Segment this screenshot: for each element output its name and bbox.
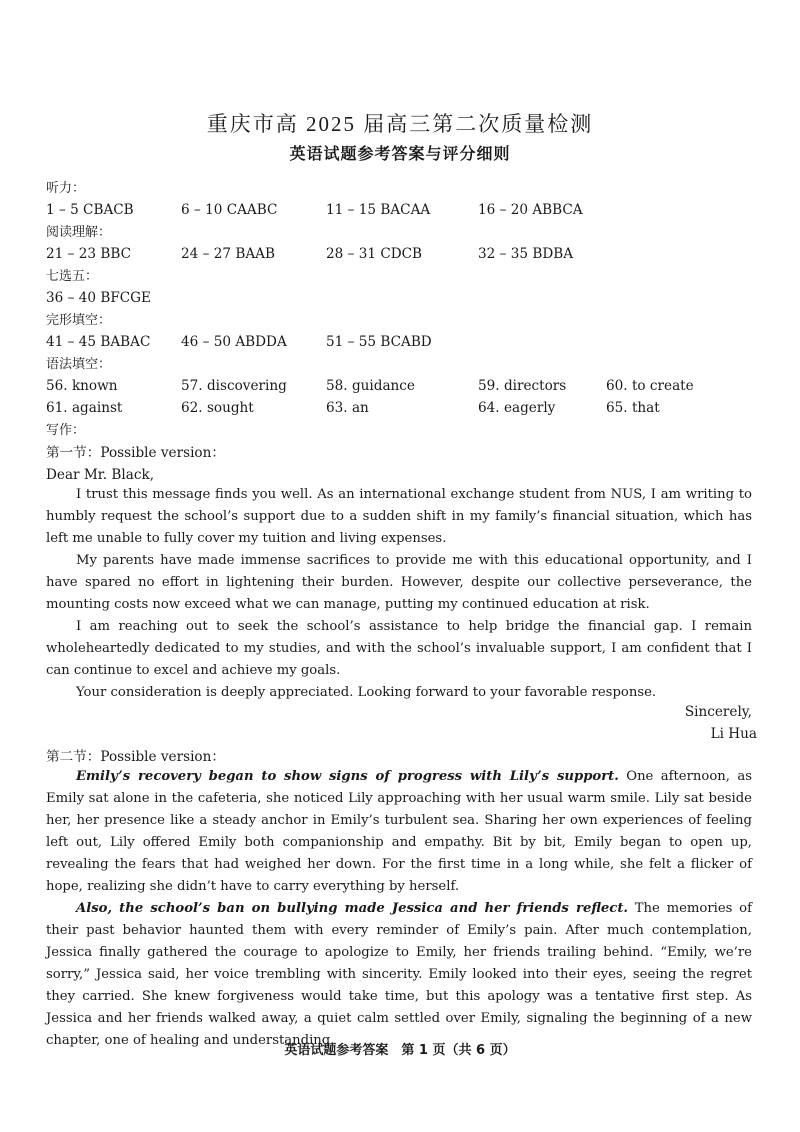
answer-item: 65. that bbox=[606, 400, 660, 416]
answer-item: 59. directors bbox=[478, 378, 567, 394]
paragraph-lead-sentence: Also, the school’s ban on bullying made Jessica and her friends reflect. bbox=[76, 901, 629, 916]
answer-group: 46 – 50 ABDDA bbox=[181, 334, 287, 350]
listening-label: 听力： bbox=[46, 181, 86, 196]
grammar-answers-row-1 bbox=[46, 378, 746, 396]
letter-paragraph: I am reaching out to seek the school’s assistance to help bridge the financial gap. I remain wholeheartedly dedicated to my studies, and with the school’s invaluable support, I am confident that I can continue to excel and achieve my goals. bbox=[46, 619, 752, 678]
listening-answers-row bbox=[46, 202, 746, 220]
letter-greeting: Dear Mr. Black, bbox=[46, 467, 155, 483]
answer-group: 36 – 40 BFCGE bbox=[46, 290, 151, 306]
answer-group: 41 – 45 BABAC bbox=[46, 334, 151, 350]
paragraph-body: One afternoon, as Emily sat alone in the cafeteria, she noticed Lily approaching with her usual warm smile. Lily sat beside her, her presence like a steady anchor in Emily’s turbulent sea. Sharing her own experiences of feeling left out, Lily offered Emily both companionship and empathy. Bit by bit, Emily began to open up, revealing the fears that had weighed her down. For the first time in a long while, she felt a flicker of hope, realizing she didn’t have to carry everything by herself. bbox=[46, 769, 752, 894]
answer-item: 61. against bbox=[46, 400, 123, 416]
answer-group: 21 – 23 BBC bbox=[46, 246, 131, 262]
seven-choose-five-answers-row bbox=[46, 290, 746, 308]
section2-heading: 第二节：Possible version： bbox=[46, 749, 225, 765]
reading-label: 阅读理解： bbox=[46, 225, 112, 240]
grammar-label: 语法填空： bbox=[46, 357, 112, 372]
answer-group: 1 – 5 CBACB bbox=[46, 202, 134, 218]
answer-group: 6 – 10 CAABC bbox=[181, 202, 278, 218]
letter-paragraph: I trust this message finds you well. As an international exchange student from NUS, I am writing to humbly request the school’s support due to a sudden shift in my family’s financial situation, which has left me unable to fully cover my tuition and living expenses. bbox=[46, 487, 752, 546]
letter-signature: Li Hua bbox=[710, 726, 757, 742]
paragraph-body: The memories of their past behavior haunted them with every reminder of Emily’s pain. After much contemplation, Jessica finally gathered the courage to apologize to Emily, her friends trailing behind. “Emily, we’re sorry,” Jessica said, her voice trembling with sincerity. Emily looked into their eyes, seeing the regret they carried. She knew forgiveness would take time, but this apology was a tentative first step. As Jessica and her friends walked away, a quiet calm settled over Emily, signaling the beginning of a new chapter, one of healing and understanding. bbox=[46, 901, 752, 1048]
answer-group: 28 – 31 CDCB bbox=[326, 246, 423, 262]
answer-group: 16 – 20 ABBCA bbox=[478, 202, 583, 218]
writing-label: 写作： bbox=[46, 423, 86, 438]
story-paragraph bbox=[46, 898, 752, 1052]
cloze-answers-row bbox=[46, 334, 746, 352]
letter-closing: Sincerely, bbox=[684, 704, 752, 720]
letter-paragraph: My parents have made immense sacrifices to provide me with this educational opportunity, and I have spared no effort in lightening their burden. However, despite our collective perseverance, the mounting costs now exceed what we can manage, putting my continued education at risk. bbox=[46, 553, 752, 612]
letter-paragraph: Your consideration is deeply appreciated. Looking forward to your favorable response. bbox=[76, 685, 657, 700]
answer-item: 60. to create bbox=[606, 378, 694, 394]
answer-item: 62. sought bbox=[181, 400, 254, 416]
paragraph-lead-sentence: Emily’s recovery began to show signs of progress with Lily’s support. bbox=[76, 769, 619, 784]
page-footer: 英语试题参考答案 第 1 页（共 6 页） bbox=[284, 1043, 516, 1058]
answer-item: 63. an bbox=[326, 400, 369, 416]
section1-heading: 第一节：Possible version： bbox=[46, 445, 225, 461]
reading-answers-row bbox=[46, 246, 746, 264]
cloze-label: 完形填空： bbox=[46, 313, 112, 328]
grammar-answers-row-2 bbox=[46, 400, 746, 418]
story-paragraph bbox=[46, 766, 752, 898]
answer-group: 32 – 35 BDBA bbox=[478, 246, 574, 262]
answer-group: 11 – 15 BACAA bbox=[326, 202, 431, 218]
answer-group: 24 – 27 BAAB bbox=[181, 246, 275, 262]
answer-item: 56. known bbox=[46, 378, 118, 394]
answer-item: 64. eagerly bbox=[478, 400, 556, 416]
answer-item: 57. discovering bbox=[181, 378, 287, 394]
page-title: 重庆市高 2025 届高三第二次质量检测 bbox=[206, 112, 594, 136]
answer-group: 51 – 55 BCABD bbox=[326, 334, 432, 350]
seven-choose-five-label: 七选五： bbox=[46, 269, 99, 284]
page-subtitle: 英语试题参考答案与评分细则 bbox=[289, 144, 511, 163]
answer-item: 58. guidance bbox=[326, 378, 415, 394]
